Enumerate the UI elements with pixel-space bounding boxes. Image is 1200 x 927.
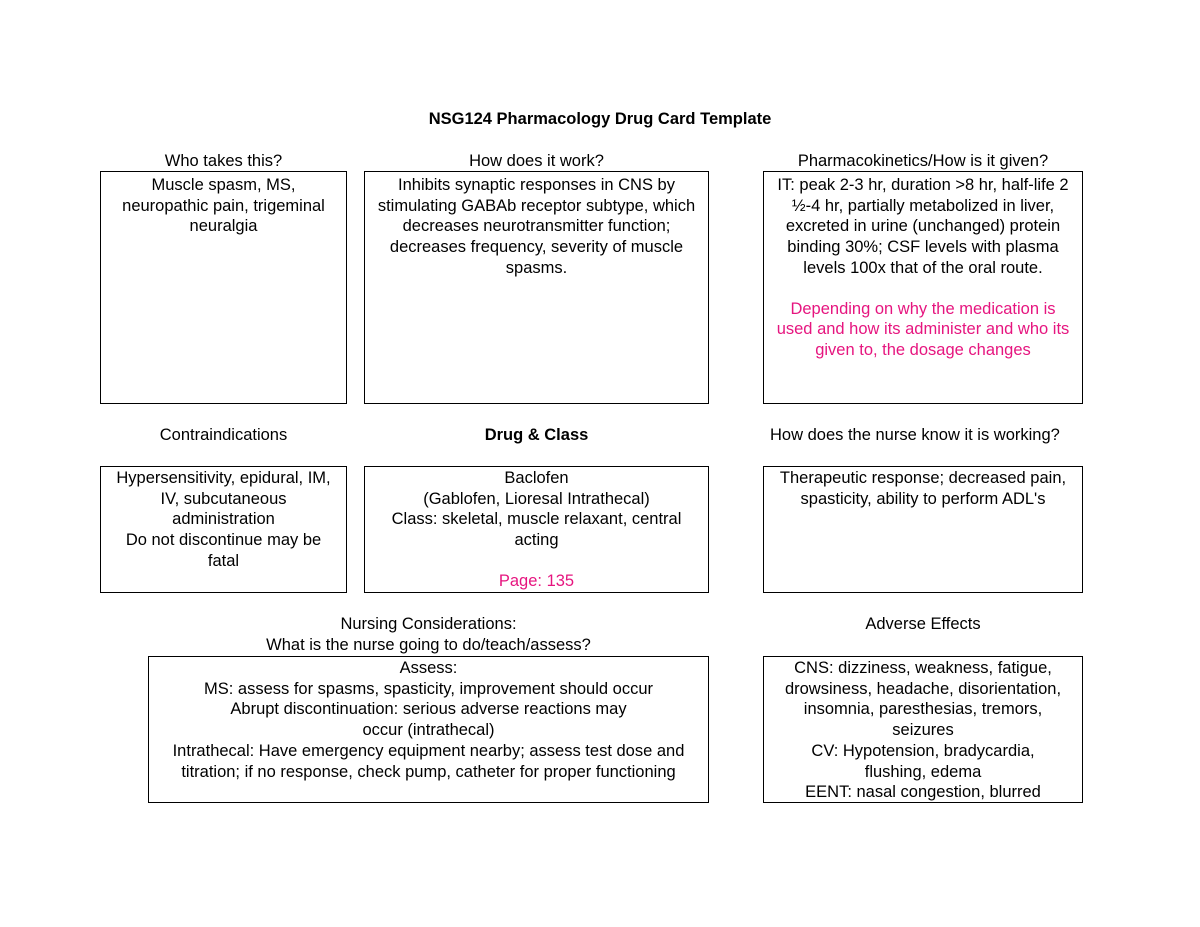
nursing-label-2: What is the nurse going to do/teach/assess? <box>266 636 591 654</box>
drug-class-label: Drug & Class <box>484 426 589 444</box>
working-text: Therapeutic response; decreased pain, spasticity, ability to perform ADL's <box>779 469 1067 508</box>
nursing-line2: MS: assess for spasms, spasticity, improvement should occur <box>203 679 653 698</box>
pharmacokinetics-label: Pharmacokinetics/How is it given? <box>797 152 1049 170</box>
page-reference: Page: 135 <box>498 571 575 590</box>
pharmacokinetics-box <box>763 171 1083 404</box>
nursing-line3: Abrupt discontinuation: serious adverse reactions may occur (intrathecal) <box>230 700 627 740</box>
drug-name: Baclofen <box>504 469 569 487</box>
working-label: How does the nurse know it is working? <box>770 426 1060 444</box>
contraindications-label: Contraindications <box>159 426 288 444</box>
drug-class-box <box>364 466 709 593</box>
nursing-label-1: Nursing Considerations: <box>340 615 517 633</box>
how-work-text: Inhibits synaptic responses in CNS by stimulating GABAb receptor subtype, which decreases neurotransmitter function; decreases frequency, severity of muscle spasms. <box>377 176 696 277</box>
how-work-box <box>364 171 709 404</box>
adverse-line2: CV: Hypotension, bradycardia, flushing, edema <box>811 741 1035 781</box>
who-takes-box <box>100 171 347 404</box>
contraindications-line1: Hypersensitivity, epidural, IM, IV, subcutaneous administration <box>116 469 331 529</box>
how-work-label: How does it work? <box>469 152 604 170</box>
contraindications-line2: Do not discontinue may be fatal <box>125 531 322 570</box>
adverse-line3: EENT: nasal congestion, blurred <box>805 783 1041 802</box>
adverse-label: Adverse Effects <box>865 615 981 633</box>
who-takes-label: Who takes this? <box>164 152 283 170</box>
drug-brands: (Gablofen, Lioresal Intrathecal) <box>423 489 650 508</box>
who-takes-text: Muscle spasm, MS, neuropathic pain, trigeminal neuralgia <box>122 176 325 236</box>
adverse-line1: CNS: dizziness, weakness, fatigue, drowsiness, headache, disorientation, insomnia, paresthesias, tremors, seizures <box>784 659 1062 740</box>
nursing-line1: Assess: <box>399 659 458 677</box>
contraindications-box <box>100 466 347 593</box>
nursing-line4: Intrathecal: Have emergency equipment nearby; assess test dose and titration; if no response, check pump, catheter for proper functioning <box>172 741 685 781</box>
working-box <box>763 466 1083 593</box>
nursing-box <box>148 656 709 803</box>
pharmacokinetics-text: IT: peak 2-3 hr, duration >8 hr, half-life 2 ½-4 hr, partially metabolized in liver, excreted in urine (unchanged) protein binding 30%; CSF levels with plasma levels 100x that of the oral route. <box>777 176 1069 277</box>
adverse-box <box>763 656 1083 803</box>
drug-class: Class: skeletal, muscle relaxant, central acting <box>391 510 682 550</box>
page-title: NSG124 Pharmacology Drug Card Template <box>428 110 772 128</box>
dosage-note: Depending on why the medication is used and how its administer and who its given to, the dosage changes <box>776 299 1070 359</box>
